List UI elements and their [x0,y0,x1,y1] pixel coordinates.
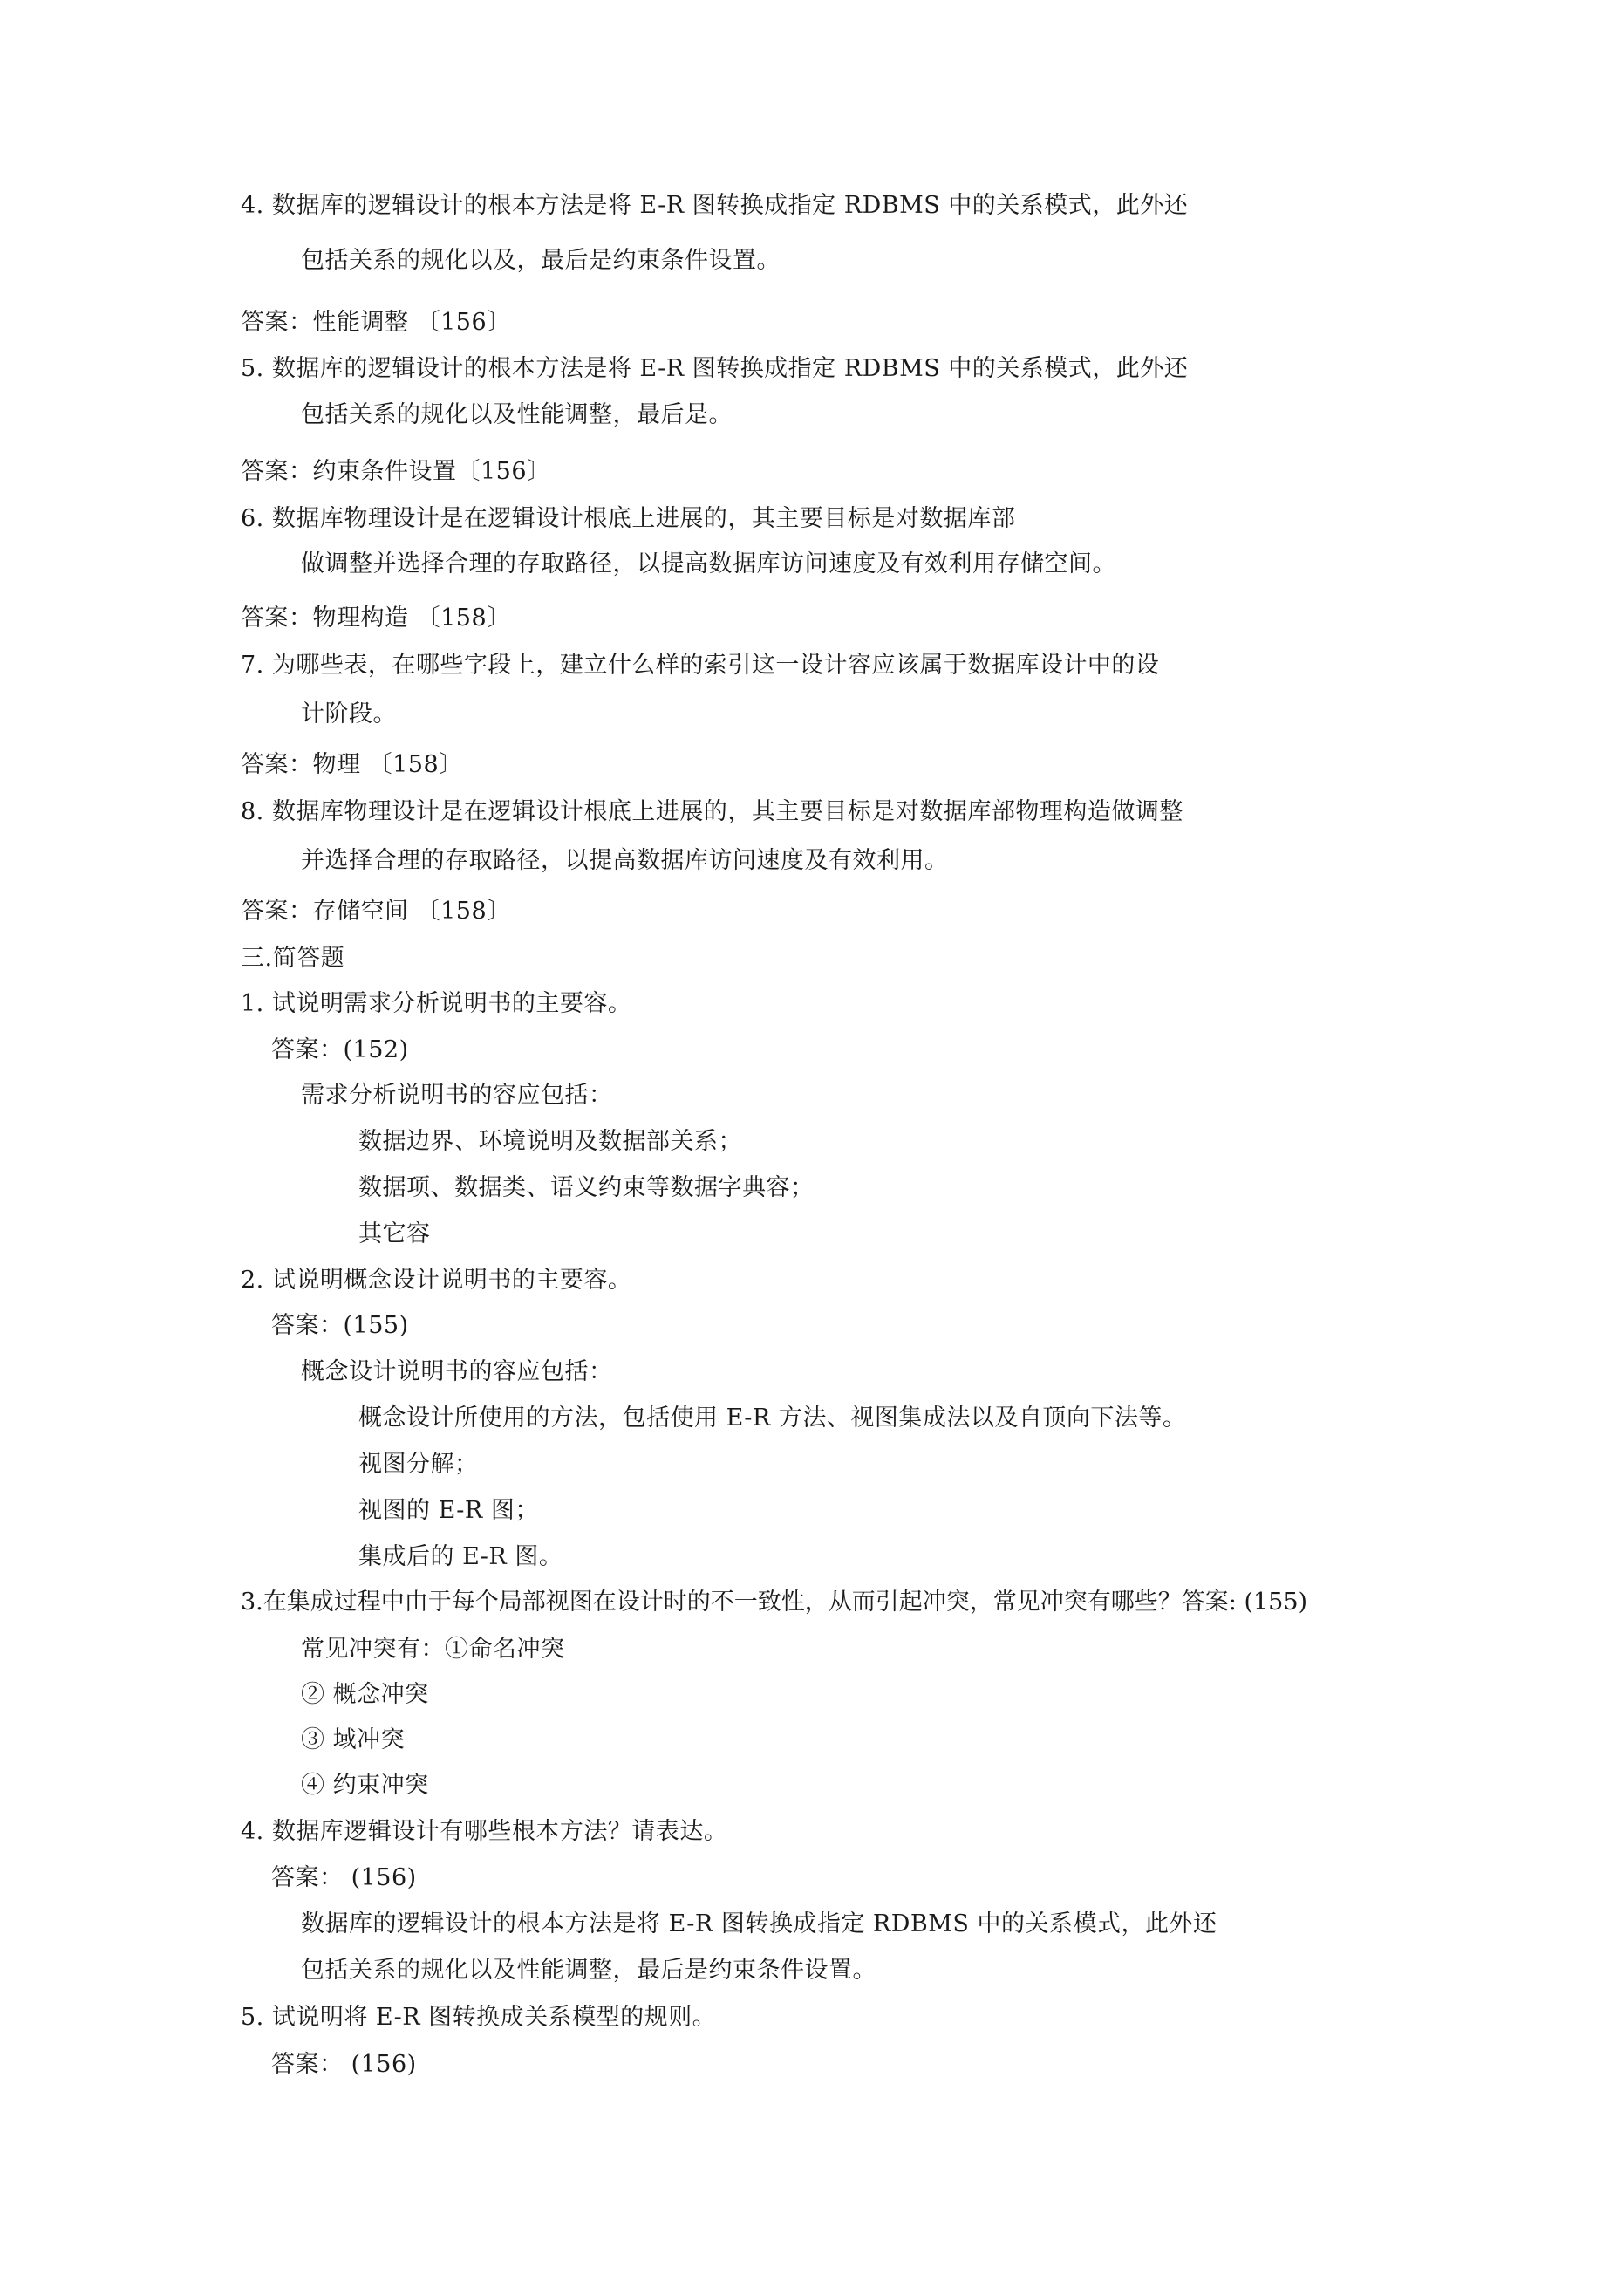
text-line: 4. 数据库逻辑设计有哪些根本方法？请表达。 [241,1818,728,1845]
text-line: 概念设计说明书的容应包括： [301,1358,613,1385]
text-line: 做调整并选择合理的存取路径，以提高数据库访问速度及有效利用存储空间。 [301,550,1116,577]
text-line: ③ 域冲突 [301,1726,406,1753]
text-line: 包括关系的规化以及，最后是约束条件设置。 [301,247,781,274]
text-line: 并选择合理的存取路径，以提高数据库访问速度及有效利用。 [301,847,949,874]
text-line: 答案：性能调整 〔156〕 [241,309,511,336]
text-line: 其它容 [358,1220,431,1247]
text-line: 数据库的逻辑设计的根本方法是将 E-R 图转换成指定 RDBMS 中的关系模式，此外还 [301,1910,1217,1937]
text-line: 1. 试说明需求分析说明书的主要容。 [241,990,632,1017]
text-line: 5. 试说明将 E-R 图转换成关系模型的规则。 [241,2004,717,2031]
text-line: 答案：约束条件设置〔156〕 [241,458,551,485]
text-line: 答案：存储空间 〔158〕 [241,898,511,925]
text-line: 答案： (156) [271,1864,417,1891]
text-line: 答案：(152) [271,1036,409,1063]
text-line: ② 概念冲突 [301,1681,429,1708]
text-line: 7. 为哪些表，在哪些字段上，建立什么样的索引这一设计容应该属于数据库设计中的设 [241,652,1160,679]
text-line: 8. 数据库物理设计是在逻辑设计根底上进展的，其主要目标是对数据库部物理构造做调整 [241,798,1183,825]
text-line: 2. 试说明概念设计说明书的主要容。 [241,1267,632,1294]
text-line: 包括关系的规化以及性能调整，最后是。 [301,401,733,428]
text-line: 数据边界、环境说明及数据部关系； [358,1128,742,1155]
text-line: 需求分析说明书的容应包括： [301,1082,613,1109]
text-line: 答案：(155) [271,1312,409,1339]
text-line: 答案： (156) [271,2051,417,2078]
text-line: 常见冲突有：①命名冲突 [301,1636,565,1663]
text-line: 计阶段。 [301,700,397,728]
text-line: 包括关系的规化以及性能调整，最后是约束条件设置。 [301,1957,876,1984]
text-line: 数据项、数据类、语义约束等数据字典容； [358,1174,815,1201]
text-line: 4. 数据库的逻辑设计的根本方法是将 E-R 图转换成指定 RDBMS 中的关系模式，此外还 [241,192,1189,219]
text-line: 5. 数据库的逻辑设计的根本方法是将 E-R 图转换成指定 RDBMS 中的关系模式，此外还 [241,355,1189,382]
text-line: ④ 约束冲突 [301,1772,429,1799]
section-heading: 三.简答题 [241,945,345,972]
text-line: 集成后的 E-R 图。 [358,1543,563,1570]
text-line: 视图分解； [358,1451,479,1478]
text-line: 6. 数据库物理设计是在逻辑设计根底上进展的，其主要目标是对数据库部 [241,505,1016,532]
text-line: 视图的 E-R 图； [358,1497,539,1524]
text-line: 3.在集成过程中由于每个局部视图在设计时的不一致性，从而引起冲突，常见冲突有哪些？答案: (155) [241,1589,1308,1616]
text-line: 答案：物理构造 〔158〕 [241,605,511,632]
text-line: 概念设计所使用的方法，包括使用 E-R 方法、视图集成法以及自顶向下法等。 [358,1404,1187,1432]
text-line: 答案：物理 〔158〕 [241,751,463,778]
